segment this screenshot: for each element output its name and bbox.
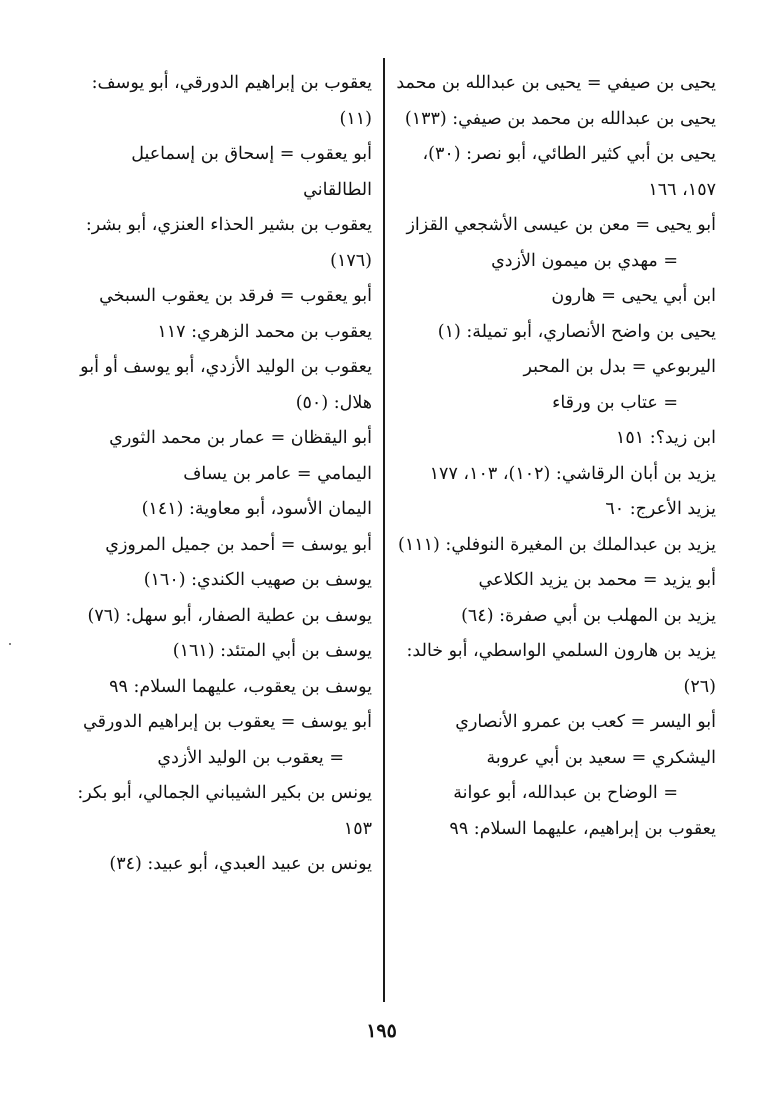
- right-column: [392, 66, 716, 847]
- index-entry: اليمامي = عامر بن يساف: [183, 463, 372, 484]
- index-entry: اليربوعي = بدل بن المحبر: [523, 357, 716, 377]
- index-entry: أبو اليقظان = عمار بن محمد الثوري: [109, 428, 372, 448]
- index-entry: يزيد بن المهلب بن أبي صفرة: (٦٤): [461, 605, 716, 626]
- index-entry: يونس بن عبيد العبدي، أبو عبيد: (٣٤): [109, 854, 372, 874]
- index-entry: يوسف بن صهيب الكندي: (١٦٠): [143, 570, 372, 590]
- left-column: [70, 66, 372, 883]
- index-entry: يحيى بن صيفي = يحيى بن عبدالله بن محمد: [396, 73, 716, 93]
- index-entry: اليشكري = سعيد بن أبي عروبة: [486, 747, 716, 768]
- index-entry: أبو اليسر = كعب بن عمرو الأنصاري: [455, 712, 716, 732]
- column-divider: [383, 58, 385, 1002]
- index-entry: يحيى بن واضح الأنصاري، أبو تميلة: (١): [437, 321, 716, 342]
- index-entry: أبو يوسف = أحمد بن جميل المروزي: [105, 534, 372, 555]
- index-entry: يحيى بن عبدالله بن محمد بن صيفي: (١٣٣): [404, 108, 716, 129]
- index-entry: ابن زيد؟: ١٥١: [615, 428, 716, 448]
- index-entry: ابن أبي يحيى = هارون: [551, 286, 716, 306]
- index-entry: = عتاب بن ورقاء: [552, 392, 678, 413]
- index-entry: يزيد بن هارون السلمي الواسطي، أبو خالد: (٢٦): [406, 641, 716, 697]
- index-entry: أبو يحيى = معن بن عيسى الأشجعي القزاز: [406, 215, 716, 235]
- index-entry: = الوضاح بن عبدالله، أبو عوانة: [453, 783, 678, 803]
- index-entry: يعقوب بن إبراهيم الدورقي، أبو يوسف: (١١): [91, 73, 372, 129]
- index-entry: يوسف بن يعقوب، عليهما السلام: ٩٩: [109, 676, 372, 697]
- index-entry: = مهدي بن ميمون الأزدي: [491, 250, 678, 271]
- index-entry: يعقوب بن الوليد الأزدي، أبو يوسف أو أبو هلال: (٥٠): [80, 357, 372, 413]
- index-entry: أبو يعقوب = فرقد بن يعقوب السبخي: [99, 286, 372, 306]
- index-entry: أبو يزيد = محمد بن يزيد الكلاعي: [478, 570, 716, 590]
- index-entry: يحيى بن أبي كثير الطائي، أبو نصر: (٣٠)، ١٥٧، ١٦٦: [422, 144, 716, 200]
- index-entry: يوسف بن عطية الصفار، أبو سهل: (٧٦): [87, 605, 372, 626]
- index-entry: يزيد بن عبدالملك بن المغيرة النوفلي: (١١١): [398, 534, 716, 555]
- index-entry: يزيد بن أبان الرقاشي: (١٠٢)، ١٠٣، ١٧٧: [429, 463, 716, 484]
- index-entry: = يعقوب بن الوليد الأزدي: [157, 747, 344, 768]
- index-entry: يعقوب بن إبراهيم، عليهما السلام: ٩٩: [449, 818, 716, 839]
- index-entry: يعقوب بن محمد الزهري: ١١٧: [157, 321, 372, 342]
- index-entry: أبو يعقوب = إسحاق بن إسماعيل الطالقاني: [131, 144, 372, 200]
- index-entry: اليمان الأسود، أبو معاوية: (١٤١): [141, 499, 372, 519]
- scan-speck: [9, 643, 11, 645]
- index-entry: يوسف بن أبي المتئد: (١٦١): [172, 641, 372, 661]
- index-entry: يزيد الأعرج: ٦٠: [605, 499, 716, 519]
- page-number: ١٩٥: [366, 1020, 397, 1042]
- index-entry: يونس بن بكير الشيباني الجمالي، أبو بكر: ١٥٣: [77, 783, 372, 839]
- index-entry: يعقوب بن بشير الحذاء العنزي، أبو بشر: (١٧٦): [85, 215, 372, 271]
- index-entry: أبو يوسف = يعقوب بن إبراهيم الدورقي: [82, 712, 372, 732]
